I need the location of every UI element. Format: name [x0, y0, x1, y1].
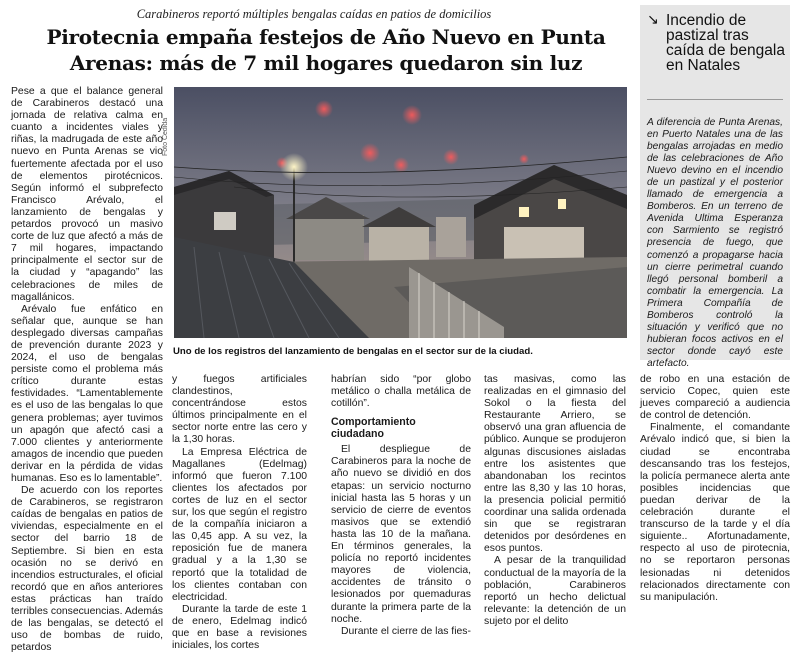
paragraph: habrían sido “por globo metálico o challa metálica de cotillón”.: [331, 374, 471, 410]
paragraph: A pesar de la tranquilidad conductual de la mayoría de la población, Carabineros reportó un hecho delictual relevante: la detención de un sujeto por el delito: [484, 555, 626, 627]
article-headline: Pirotecnia empaña festejos de Año Nuevo en Punta Arenas: más de 7 mil hogares quedaron sin luz: [46, 25, 606, 75]
sidebar-body: A diferencia de Punta Arenas, en Puerto Natales una de las bengalas arrojadas en medio de las celebraciones de Año Nuevo devino en el incendio de un pastizal y el posterior llamado de emergencia a Bomberos. En un terreno de Avenida Ultima Esperanza con Sarmiento se registró presencia de fuego, que comenzó a propagarse hacia un cierre perimetral cuando llegó personal bomberil a combatir la emergencia. La Primera Compañía de Bomberos controló la situación y verificó que no hubieran focos activos en el sector donde cayó este artefacto.: [647, 117, 783, 369]
paragraph: y fuegos artificiales clandestinos, concentrándose estos últimos principalmente en el sector norte entre las cero y la 1,30 horas.: [172, 374, 307, 446]
arrow-down-right-icon: ↘: [647, 12, 659, 28]
paragraph: Durante la tarde de este 1 de enero, Edelmag indicó que en base a revisiones iniciales, los cortes: [172, 603, 307, 652]
article-column-4: [484, 374, 626, 627]
article-kicker: Carabineros reportó múltiples bengalas caídas en patios de domicilios: [136, 7, 492, 21]
paragraph: Arévalo fue enfático en señalar que, aunque se han desplegado diversas campañas de prevención durante 2023 y 2024, el uso de bengalas persiste como el problema más crítico durante estas festividades. “Lamentablemente es el uso de las bengalas lo que genera problemas; ayer tuvimos un apagón que afectó casi a 7.000 clientes y anteriormente amagos de incendio que pueden derivar en la pérdida de vidas humanas. Eso es lo lamentable”.: [11, 303, 163, 484]
sidebar-box: [640, 5, 790, 369]
night-neighborhood-image: [174, 87, 627, 338]
article-column-1: [11, 86, 163, 654]
subheading: Comportamiento ciudadano: [331, 416, 416, 441]
sidebar-title: Incendio de pastizal tras caída de bengala en Natales: [666, 12, 785, 74]
article-column-3: [331, 374, 471, 637]
article-photo: [174, 87, 627, 338]
article-column-2: [172, 374, 307, 652]
article-column-5: [640, 374, 790, 603]
paragraph: Finalmente, el comandante Arévalo indicó que, si bien la ciudad se encontraba descansando tras los festejos, la policía permanece alerta ante posibles incidencias que puedan derivar de la celebración durante el transcurso de la tarde y el día siguiente.. Afortunadamente, respecto al uso de pirotecnia, no se reportaron personas lesionadas ni detenidos relacionados directamente con su manipulación.: [640, 422, 790, 603]
paragraph: Pese a que el balance general de Carabineros destacó una jornada de relativa calma en cuanto a incidentes viales y riñas, la madrugada de este año nuevo en Punta Arenas se vio fuertemente afectada por el uso de elementos pirotécnicos. Según informó el subprefecto Francisco Arévalo, el lanzamiento de bengalas y petardos provocó un masivo corte de luz que afectó a más de 7 mil hogares, impactando principalmente el sector sur de la ciudad y “apagando” las celebraciones de miles de magallánicos.: [11, 86, 163, 303]
paragraph: Durante el cierre de las fies-: [341, 625, 471, 637]
sidebar-divider: [647, 99, 783, 100]
paragraph: De acuerdo con los reportes de Carabineros, se registraron caídas de bengalas en patios de viviendas, especialmente en el sector del barrio 18 de Septiembre. Si bien en esta ocasión no se derivó en incendios estructurales, el oficial recordó que en años anteriores estas prácticas han traído terribles consecuencias. Además de las bengalas, se detectó el uso de bombas de ruido, petardos: [11, 485, 163, 654]
paragraph: El despliegue de Carabineros para la noche de año nuevo se dividió en dos etapas: un servicio nocturno inicial hasta las 5 horas y un servicio de cierre de eventos masivos que se extendió hasta las 10 de la mañana. En términos generales, la policía no reportó incidentes mayores de violencia, accidentes de tránsito o lesionados por quemaduras durante la primera parte de la noche.: [331, 444, 471, 625]
paragraph: La Empresa Eléctrica de Magallanes (Edelmag) informó que fueron 7.100 clientes los afectados por cortes de luz en el sector sur, los que según el registro de la compañía iniciaron a las 0,45 app. A su vez, la reposición fue de manera gradual y a la 1,30 se reportó que la totalidad de los clientes contaban con electricidad.: [172, 446, 307, 603]
paragraph: de robo en una estación de servicio Copec, quien este jueves compareció a audiencia de control de detención.: [640, 374, 790, 422]
photo-caption: Uno de los registros del lanzamiento de bengalas en el sector sur de la ciudad.: [173, 346, 533, 357]
paragraph: tas masivas, como las realizadas en el gimnasio del Sokol o la fiesta del Restaurante Arriero, se observó una gran afluencia de público. Aunque se produjeron algunas discusiones aisladas entre los asistentes que abandonaban los recintos entre las 8,30 y las 10 horas, la presencia policial permitió coordinar una salida ordenada sin que se registraran detenidos por desórdenes en esos puntos.: [484, 374, 626, 555]
photo-credit: Foto Cedida: [162, 117, 169, 156]
